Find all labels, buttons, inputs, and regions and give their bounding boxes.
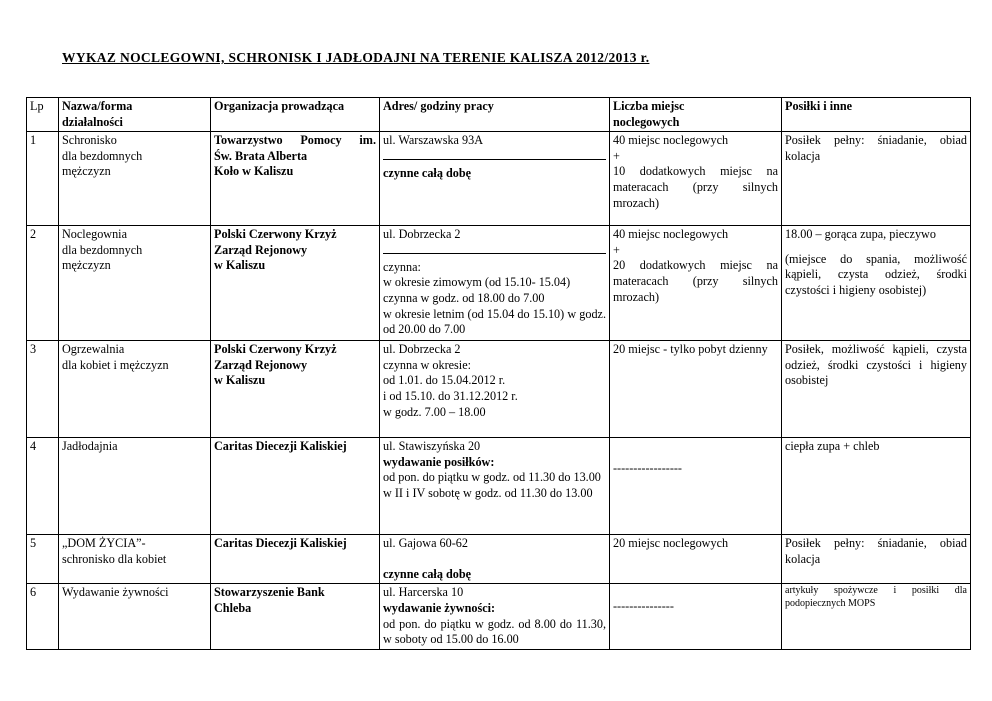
cell-places: 20 miejsc - tylko pobyt dzienny	[610, 341, 782, 438]
cell-org: Towarzystwo Pomocy im. Św. Brata Alberta Koło w Kaliszu	[211, 132, 380, 226]
cell-lp: 2	[27, 226, 59, 341]
cell-name: Schronisko dla bezdomnych mężczyzn	[59, 132, 211, 226]
cell-lp: 5	[27, 535, 59, 584]
cell-places: 40 miejsc noclegowych + 10 dodatkowych miejsc na materacach (przy silnych mrozach)	[610, 132, 782, 226]
cell-addr: ul. Warszawska 93A czynne całą dobę	[380, 132, 610, 226]
cell-places: ---------------	[610, 584, 782, 650]
header-row	[27, 98, 971, 132]
cell-org: Polski Czerwony Krzyż Zarząd Rejonowy w Kaliszu	[211, 226, 380, 341]
header-org: Organizacja prowadząca	[211, 98, 380, 132]
table-row	[27, 341, 971, 438]
cell-places: 40 miejsc noclegowych + 20 dodatkowych miejsc na materacach (przy silnych mrozach)	[610, 226, 782, 341]
cell-org: Stowarzyszenie Bank Chleba	[211, 584, 380, 650]
cell-org: Caritas Diecezji Kaliskiej	[211, 438, 380, 535]
divider	[383, 253, 606, 254]
cell-org: Caritas Diecezji Kaliskiej	[211, 535, 380, 584]
table-row	[27, 535, 971, 584]
page-title: WYKAZ NOCLEGOWNI, SCHRONISK I JADŁODAJNI NA TERENIE KALISZA 2012/2013 r.	[62, 50, 650, 65]
cell-lp: 4	[27, 438, 59, 535]
cell-addr: ul. Harcerska 10 wydawanie żywności: od pon. do piątku w godz. od 8.00 do 11.30, w soboty od 15.00 do 16.00	[380, 584, 610, 650]
cell-name: Ogrzewalnia dla kobiet i mężczyzn	[59, 341, 211, 438]
table-row	[27, 226, 971, 341]
cell-lp: 1	[27, 132, 59, 226]
table-row	[27, 584, 971, 650]
table-row	[27, 438, 971, 535]
header-places: Liczba miejsc noclegowych	[610, 98, 782, 132]
cell-org: Polski Czerwony Krzyż Zarząd Rejonowy w Kaliszu	[211, 341, 380, 438]
cell-name: Noclegownia dla bezdomnych mężczyzn	[59, 226, 211, 341]
cell-meals: Posiłek pełny: śniadanie, obiad kolacja	[782, 132, 971, 226]
cell-name: Jadłodajnia	[59, 438, 211, 535]
cell-addr: ul. Dobrzecka 2 czynna: w okresie zimowym (od 15.10- 15.04) czynna w godz. od 18.00 do 7.00 w okresie letnim (od 15.04 do 15.10) w godz. od 20.00 do 7.00	[380, 226, 610, 341]
table-row	[27, 132, 971, 226]
cell-meals: artykuły spożywcze i posiłki dla podopiecznych MOPS	[782, 584, 971, 650]
shelters-table	[26, 97, 971, 650]
cell-name: Wydawanie żywności	[59, 584, 211, 650]
cell-places: -----------------	[610, 438, 782, 535]
header-lp: Lp	[27, 98, 59, 132]
header-name: Nazwa/forma działalności	[59, 98, 211, 132]
cell-lp: 3	[27, 341, 59, 438]
cell-addr: ul. Stawiszyńska 20 wydawanie posiłków: od pon. do piątku w godz. od 11.30 do 13.00 w II i IV sobotę w godz. od 11.30 do 13.00	[380, 438, 610, 535]
cell-meals: Posiłek pełny: śniadanie, obiad kolacja	[782, 535, 971, 584]
cell-lp: 6	[27, 584, 59, 650]
cell-name: „DOM ŻYCIA”- schronisko dla kobiet	[59, 535, 211, 584]
cell-meals: 18.00 – gorąca zupa, pieczywo (miejsce do spania, możliwość kąpieli, czysta odzież, środki czystości i higieny osobistej)	[782, 226, 971, 341]
cell-addr: ul. Dobrzecka 2 czynna w okresie: od 1.01. do 15.04.2012 r. i od 15.10. do 31.12.2012 r. w godz. 7.00 – 18.00	[380, 341, 610, 438]
header-addr: Adres/ godziny pracy	[380, 98, 610, 132]
cell-addr: ul. Gajowa 60-62 czynne całą dobę	[380, 535, 610, 584]
header-meals: Posiłki i inne	[782, 98, 971, 132]
cell-places: 20 miejsc noclegowych	[610, 535, 782, 584]
cell-meals: Posiłek, możliwość kąpieli, czysta odzież, środki czystości i higieny osobistej	[782, 341, 971, 438]
cell-meals: ciepła zupa + chleb	[782, 438, 971, 535]
divider	[383, 159, 606, 160]
